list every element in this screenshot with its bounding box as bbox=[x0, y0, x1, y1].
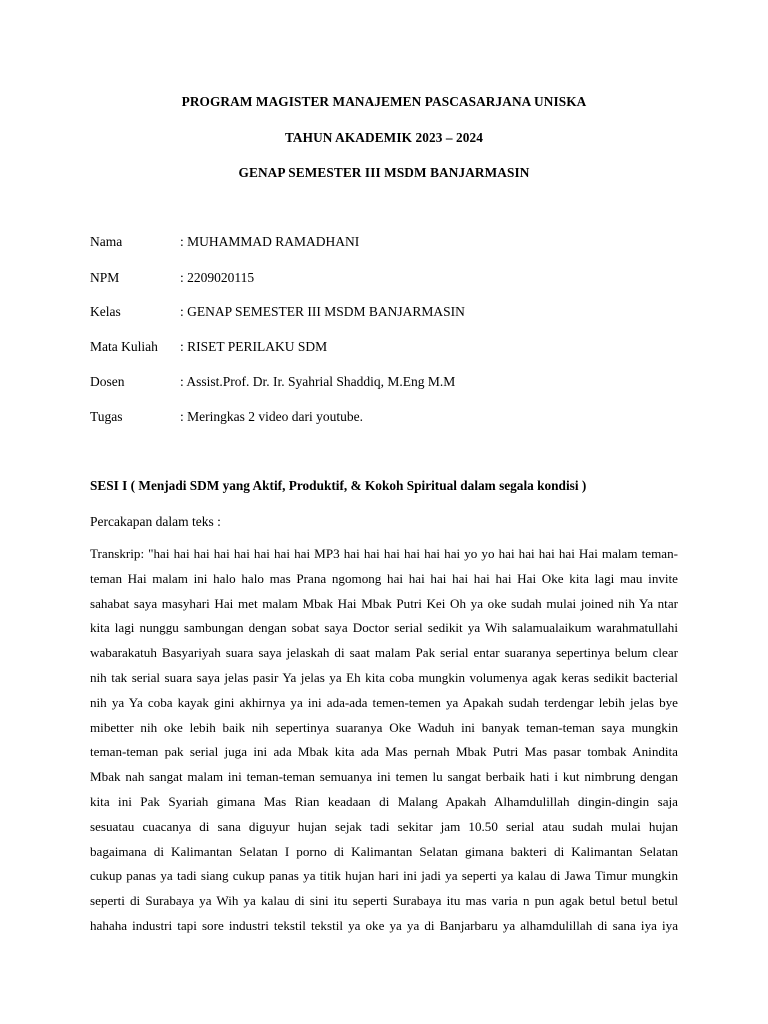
transcript-intro: Percakapan dalam teks : bbox=[90, 514, 221, 529]
session-title: SESI I ( Menjadi SDM yang Aktif, Produktif, & Kokoh Spiritual dalam segala kondisi ) bbox=[90, 478, 587, 493]
transcript-line: hahaha industri tapi sore industri tekstil tekstil ya oke ya ya di Banjarbaru ya alhamdulillah di sana iya iya bbox=[90, 917, 678, 933]
transcript-line: nih tak serial suara saya jelas pasir Ya jelas ya Eh kita coba mungkin volumenya agak keras sedikit bacterial bbox=[90, 669, 678, 685]
info-label-tugas: Tugas bbox=[90, 409, 123, 424]
info-value-mata-kuliah: : RISET PERILAKU SDM bbox=[180, 339, 328, 354]
transcript-line: seperti di Surabaya ya Wih ya kalau di sini itu seperti Surabaya itu mas varia n pun agak betul betul betul bbox=[90, 893, 678, 909]
transcript-line: Transkrip: "hai hai hai hai hai hai hai hai MP3 hai hai hai hai hai hai yo yo hai hai hai hai Hai malam teman- bbox=[90, 546, 678, 561]
transcript-line: teman Hai malam ini halo halo mas Prana ngomong hai hai hai hai hai hai Hai Oke kita lagi mau invite bbox=[90, 570, 678, 586]
academic-year: TAHUN AKADEMIK 2023 – 2024 bbox=[284, 130, 484, 145]
transcript-line: nih ya Ya coba kayak gini akhirnya ya ini ada-ada temen-temen ya Apakah sudah terdengar lebih jelas bye bbox=[90, 694, 678, 710]
transcript-paragraph bbox=[90, 546, 678, 943]
transcript-line: sesuatau cuacanya di sana diguyur hujan sejak tadi sekitar jam 10.50 serial atau sudah mulai hujan bbox=[90, 818, 678, 834]
info-value-nama: : MUHAMMAD RAMADHANI bbox=[180, 234, 360, 249]
info-value-dosen: : Assist.Prof. Dr. Ir. Syahrial Shaddiq, M.Eng M.M bbox=[180, 374, 456, 389]
transcript-line: Mbak nah sangat malam ini teman-teman semuanya ini temen lu sangat berbaik hati i kut nimbrung dengan bbox=[90, 769, 678, 785]
program-title: PROGRAM MAGISTER MANAJEMEN PASCASARJANA UNISKA bbox=[181, 94, 587, 109]
transcript-line: kita lagi nunggu sambungan dengan sobat saya Doctor serial sedikit ya Wih salamualaikum warahmatullahi bbox=[90, 620, 678, 636]
transcript-line: cukup panas ya tadi siang cukup panas ya titik hujan hari ini jadi ya seperti ya kalau di Jawa Timur mungkin bbox=[90, 868, 678, 884]
transcript-line: teman-teman pak serial juga ini ada Mbak kita ada Mas pernah Mbak Putri Mas pasar tombak Anindita bbox=[90, 744, 678, 760]
info-label-npm: NPM bbox=[90, 270, 120, 285]
info-label-mata-kuliah: Mata Kuliah bbox=[90, 339, 158, 354]
info-value-npm: : 2209020115 bbox=[180, 270, 255, 285]
info-label-dosen: Dosen bbox=[90, 374, 125, 389]
transcript-line: kita ini Pak Syariah gimana Mas Rian keadaan di Malang Apakah Alhamdulillah dingin-dingin saja bbox=[90, 793, 678, 809]
transcript-line: mibetter nih oke lebih baik nih sepertinya suaranya Oke Waduh ini banyak teman-teman saya mungkin bbox=[90, 719, 678, 735]
transcript-line: bagaimana di Kalimantan Selatan I porno di Kalimantan Selatan gimana bakteri di Kalimantan Selatan bbox=[90, 843, 678, 859]
info-label-kelas: Kelas bbox=[90, 304, 121, 319]
semester-title: GENAP SEMESTER III MSDM BANJARMASIN bbox=[238, 165, 530, 180]
transcript-line: wabarakatuh Basyariyah suara saya jelaskah di saat malam Pak serial entar suaranya sepertinya belum clear bbox=[90, 645, 678, 661]
info-value-tugas: : Meringkas 2 video dari youtube. bbox=[180, 409, 363, 424]
info-label-nama: Nama bbox=[90, 234, 123, 249]
transcript-line: sahabat saya masyhari Hai met malam Mbak Hai Mbak Putri Kei Oh ya oke sudah mulai joined nih Ya ntar bbox=[90, 595, 678, 611]
info-value-kelas: : GENAP SEMESTER III MSDM BANJARMASIN bbox=[180, 304, 465, 319]
